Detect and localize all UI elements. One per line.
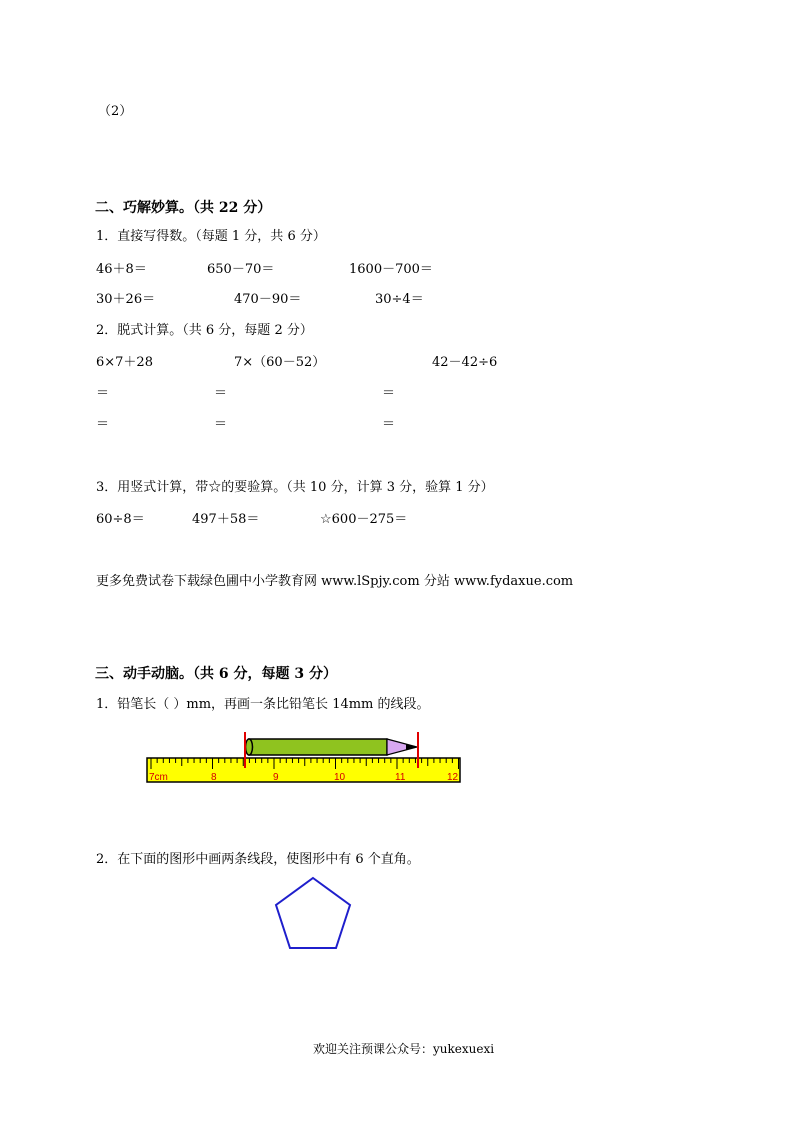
q3-expr-2: 497＋58＝ [192, 512, 260, 527]
q3-expr-3: ☆600－275＝ [320, 512, 408, 527]
q2-eq-1b: ＝ [96, 417, 110, 432]
ruler-label-10: 10 [334, 772, 346, 783]
q2-eq-2a: ＝ [214, 386, 228, 401]
pentagon-figure [271, 874, 361, 954]
pencil-end [246, 739, 253, 755]
q2-eq-3b: ＝ [382, 417, 396, 432]
ruler-label-7: 7cm [149, 772, 168, 783]
q1-r1-c1: 46＋8＝ [96, 262, 147, 277]
q1-r2-c3: 30÷4＝ [375, 292, 424, 307]
footer-text: 欢迎关注预课公众号：yukexuexi [313, 1042, 495, 1056]
q2-expr-2: 7×（60－52） [234, 355, 326, 370]
pencil [246, 739, 420, 755]
s3-q1-title: 1．铅笔长（ ）mm，再画一条比铅笔长 14mm 的线段。 [96, 697, 430, 712]
part-label: （2） [98, 104, 133, 119]
q1-r1-c2: 650－70＝ [207, 262, 275, 277]
ad-line: 更多免费试卷下载绿色圃中小学教育网 www.lSpjy.com 分站 www.fydaxue.com [96, 574, 574, 589]
ruler-figure [145, 728, 465, 788]
pencil-body [249, 739, 387, 755]
q2-eq-2b: ＝ [214, 417, 228, 432]
ruler-label-12: 12 [447, 772, 459, 783]
section2-heading: 二、巧解妙算。（共 22 分） [95, 200, 272, 216]
q1-r1-c3: 1600－700＝ [349, 262, 433, 277]
q2-expr-1: 6×7＋28 [96, 355, 153, 370]
ruler-label-9: 9 [273, 772, 279, 783]
q3-title: 3．用竖式计算，带☆的要验算。（共 10 分，计算 3 分，验算 1 分） [96, 480, 494, 495]
ruler-label-8: 8 [211, 772, 217, 783]
q1-r2-c1: 30＋26＝ [96, 292, 156, 307]
s3-q2-title: 2．在下面的图形中画两条线段，使图形中有 6 个直角。 [96, 852, 420, 867]
q2-eq-3a: ＝ [382, 386, 396, 401]
pentagon [276, 878, 350, 948]
section3-heading: 三、动手动脑。（共 6 分，每题 3 分） [95, 666, 337, 682]
q1-title: 1．直接写得数。（每题 1 分，共 6 分） [96, 229, 326, 244]
q2-title: 2．脱式计算。（共 6 分，每题 2 分） [96, 323, 313, 338]
q3-expr-1: 60÷8＝ [96, 512, 145, 527]
ruler-label-11: 11 [395, 772, 406, 783]
q2-eq-1a: ＝ [96, 386, 110, 401]
q2-expr-3: 42－42÷6 [432, 355, 498, 370]
q1-r2-c2: 470－90＝ [234, 292, 302, 307]
